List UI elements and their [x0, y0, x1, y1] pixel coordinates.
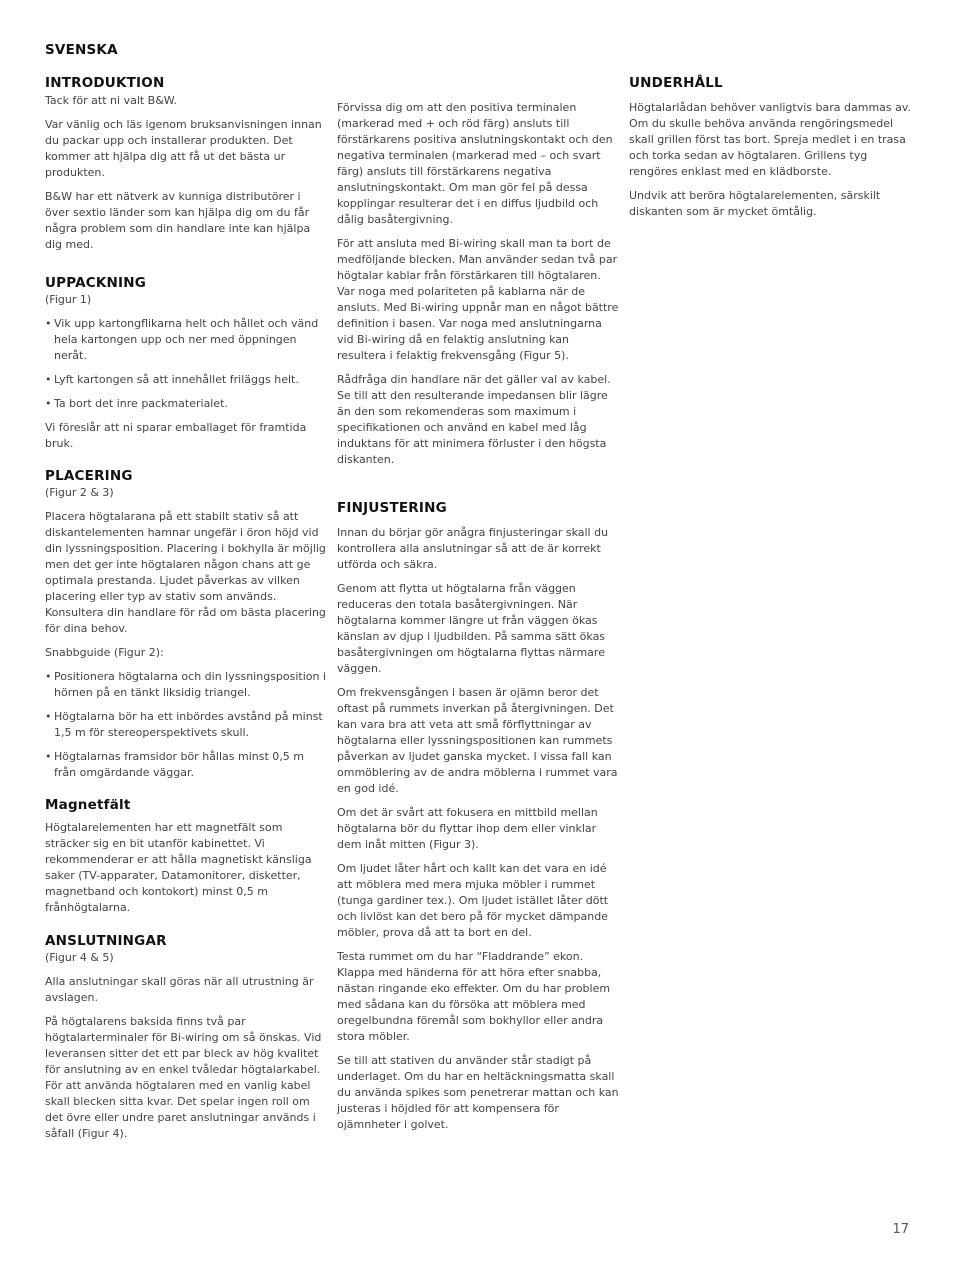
- placering-paragraph-1: Placera högtalarana på ett stabilt stativ så att diskantelementen hamnar ungefär i öron höjd vid din lyssningsposition. Placering i bokhylla är möjlig men det ger inte högtalaren någon chans att ge optimala prestanda. Ljudet påverkas av vilken placering eller typ av stativ som används. Konsultera din handlare för råd om bästa placering för dina behov.: [45, 510, 326, 635]
- anslutningar-paragraph-2: På högtalarens baksida finns två par högtalarterminaler för Bi-wiring om så önskas. Vid leveransen sitter det ett par bleck av hög kvalitet för anslutning av en enkel tvåledar högtalarkabel. För att använda högtalaren med en vanlig kabel skall blecken sitta kvar. Det spelar ingen roll om det övre eller undre paret anslutningar används i såfall (Figur 4).: [45, 1015, 322, 1140]
- bullet-text: Vik upp kartongflikarna helt och hållet och vänd hela kartongen upp och ner med öppningen neråt.: [54, 317, 319, 362]
- uppackning-paragraph: Vi föreslår att ni sparar emballaget för framtida bruk.: [45, 421, 307, 450]
- section-finjustering: [337, 499, 619, 1141]
- placering-bullet-2: [45, 709, 327, 741]
- bullet-text: Positionera högtalarna och din lyssningsposition i hörnen på en tänkt liksidig triangel.: [54, 670, 327, 699]
- heading-underhall: UNDERHÅLL: [629, 75, 723, 91]
- section-anslutningar-cont: [337, 100, 619, 476]
- placering-bullet-3: [45, 749, 327, 781]
- uppackning-figure-ref: (Figur 1): [45, 293, 92, 306]
- intro-paragraph-3: B&W har ett nätverk av kunniga distributörer i över sextio länder som kan hjälpa dig om du får några problem som din handlare inte kan hjälpa dig med.: [45, 190, 311, 251]
- placering-paragraph-2: Snabbguide (Figur 2):: [45, 646, 164, 659]
- section-placering: [45, 467, 327, 789]
- finjustering-paragraph-5: Om ljudet låter hårt och kallt kan det vara en idé att möblera med mera mjuka möbler i rummet (tunga gardiner tex.). Om ljudet istället låter dött och livlöst kan det bero på för mycket dämpande möbler, prova då att ta bort en del.: [337, 862, 609, 939]
- section-uppackning: [45, 274, 327, 460]
- placering-bullet-1: [45, 669, 327, 701]
- connection-paragraph-4: För att ansluta med Bi-wiring skall man ta bort de medföljande blecken. Man använder sedan två par högtalar kablar från förstärkaren till högtalaren. Var noga med polariteten på kablarna när de ansluts. Med Bi-wiring uppnår man en något bättre definition i basen. Var noga med anslutningarna vid Bi-wiring då en felaktig anslutning kan resultera i felaktig frekvensgång (Figur 5).: [337, 237, 619, 362]
- heading-placering: PLACERING: [45, 468, 133, 484]
- heading-introduktion: INTRODUKTION: [45, 75, 165, 91]
- section-introduction: [45, 74, 327, 261]
- bullet-text: Ta bort det inre packmaterialet.: [54, 397, 228, 410]
- anslutningar-figure-ref: (Figur 4 & 5): [45, 951, 114, 964]
- section-anslutningar: [45, 932, 327, 1150]
- bullet-glyph: •: [45, 750, 52, 763]
- finjustering-paragraph-6: Testa rummet om du har “Fladdrande” ekon. Klappa med händerna för att höra efter snabba, nästan ringande eko effekter. Om du har problem med sådana kan du försöka att möblera med oregelbundna föremål som bokhyllor eller andra stora möbler.: [337, 950, 611, 1043]
- bullet-glyph: •: [45, 317, 52, 330]
- finjustering-paragraph-1: Innan du börjar gör anågra finjusteringar skall du kontrollera alla anslutningar så att de är korrekt utförda och säkra.: [337, 526, 609, 571]
- connection-paragraph-3: Förvissa dig om att den positiva terminalen (markerad med + och röd färg) ansluts till förstärkarens positiva anslutningskontakt och den negativa terminalen (markerad med – och svart färg) ansluts till förstärkarens negativa anslutningskontakt. Om man gör fel på dessa kopplingar resulterar det i en diffus ljudbild och dålig basåtergivning.: [337, 101, 613, 226]
- finjustering-paragraph-3: Om frekvensgången i basen är ojämn beror det oftast på rummets inverkan på återgivningen. Det kan vara bra att veta att små förflyttningar av högtalarna eller lyssningspositionen kan rummets påverkan av ljudet ganska mycket. I vissa fall kan ommöblering av de andra möblerna i rummet vara en god idé.: [337, 686, 618, 795]
- magnetfalt-paragraph: Högtalarelementen har ett magnetfält som sträcker sig en bit utanför kabinettet. Vi rekommenderar er att hålla magnetiskt känsliga saker (TV-apparater, Datamonitorer, disketter, magnetband och kontokort) minst 0,5 m frånhögtalarna.: [45, 821, 312, 914]
- page-number: 17: [892, 1222, 909, 1237]
- anslutningar-paragraph-1: Alla anslutningar skall göras när all utrustning är avslagen.: [45, 975, 314, 1004]
- uppackning-bullet-2: [45, 372, 327, 388]
- connection-paragraph-5: Rådfråga din handlare när det gäller val av kabel. Se till att den resulterande impedansen blir lägre än den som rekomenderas som maximum i specifikationen och använd en kabel med låg induktans för att minimera förluster i den högsta diskanten.: [337, 373, 611, 466]
- bullet-text: Högtalarna bör ha ett inbördes avstånd på minst 1,5 m för stereoperspektivets skull.: [54, 710, 323, 739]
- finjustering-paragraph-4: Om det är svårt att fokusera en mittbild mellan högtalarna bör du flyttar ihop dem eller vinklar dem inåt mitten (Figur 3).: [337, 806, 598, 851]
- underhall-paragraph-2: Undvik att beröra högtalarelementen, särskilt diskanten som är mycket ömtålig.: [629, 189, 881, 218]
- finjustering-paragraph-2: Genom att flytta ut högtalarna från väggen reduceras den totala basåtergivningen. När högtalarna kommer längre ut från väggen ökas känslan av djup i ljudbilden. På samma sätt ökas basåtergivningen om högtalarna flyttas närmare väggen.: [337, 582, 606, 675]
- heading-magnetfalt: Magnetfält: [45, 797, 131, 813]
- heading-anslutningar: ANSLUTNINGAR: [45, 933, 167, 949]
- uppackning-bullet-3: [45, 396, 327, 412]
- finjustering-paragraph-7: Se till att stativen du använder står stadigt på underlaget. Om du har en heltäckningsmatta skall du använda spikes som penetrerar mattan och kan justeras i höjdled för att kompensera för ojämnheter i golvet.: [337, 1054, 619, 1131]
- uppackning-bullet-1: [45, 316, 327, 364]
- section-underhall: [629, 74, 911, 228]
- language-heading: SVENSKA: [45, 42, 118, 58]
- intro-paragraph-1: Tack för att ni valt B&W.: [45, 94, 177, 107]
- section-magnetfalt: [45, 796, 327, 924]
- bullet-glyph: •: [45, 670, 52, 683]
- bullet-text: Högtalarnas framsidor bör hållas minst 0,5 m från omgärdande väggar.: [54, 750, 304, 779]
- bullet-glyph: •: [45, 710, 52, 723]
- heading-finjustering: FINJUSTERING: [337, 500, 447, 516]
- bullet-glyph: •: [45, 373, 52, 386]
- underhall-paragraph-1: Högtalarlådan behöver vanligtvis bara dammas av. Om du skulle behöva använda rengöringsmedel skall grillen först tas bort. Spreja medlet i en trasa och torka sedan av högtalaren. Grillens tyg rengöres enklast med en klädborste.: [629, 101, 912, 178]
- intro-paragraph-2: Var vänlig och läs igenom bruksanvisningen innan du packar upp och installerar produkten. Det kommer att hjälpa dig att få ut det bästa ur produkten.: [45, 118, 322, 179]
- heading-uppackning: UPPACKNING: [45, 275, 147, 291]
- bullet-glyph: •: [45, 397, 52, 410]
- bullet-text: Lyft kartongen så att innehållet friläggs helt.: [54, 373, 299, 386]
- placering-figure-ref: (Figur 2 & 3): [45, 486, 114, 499]
